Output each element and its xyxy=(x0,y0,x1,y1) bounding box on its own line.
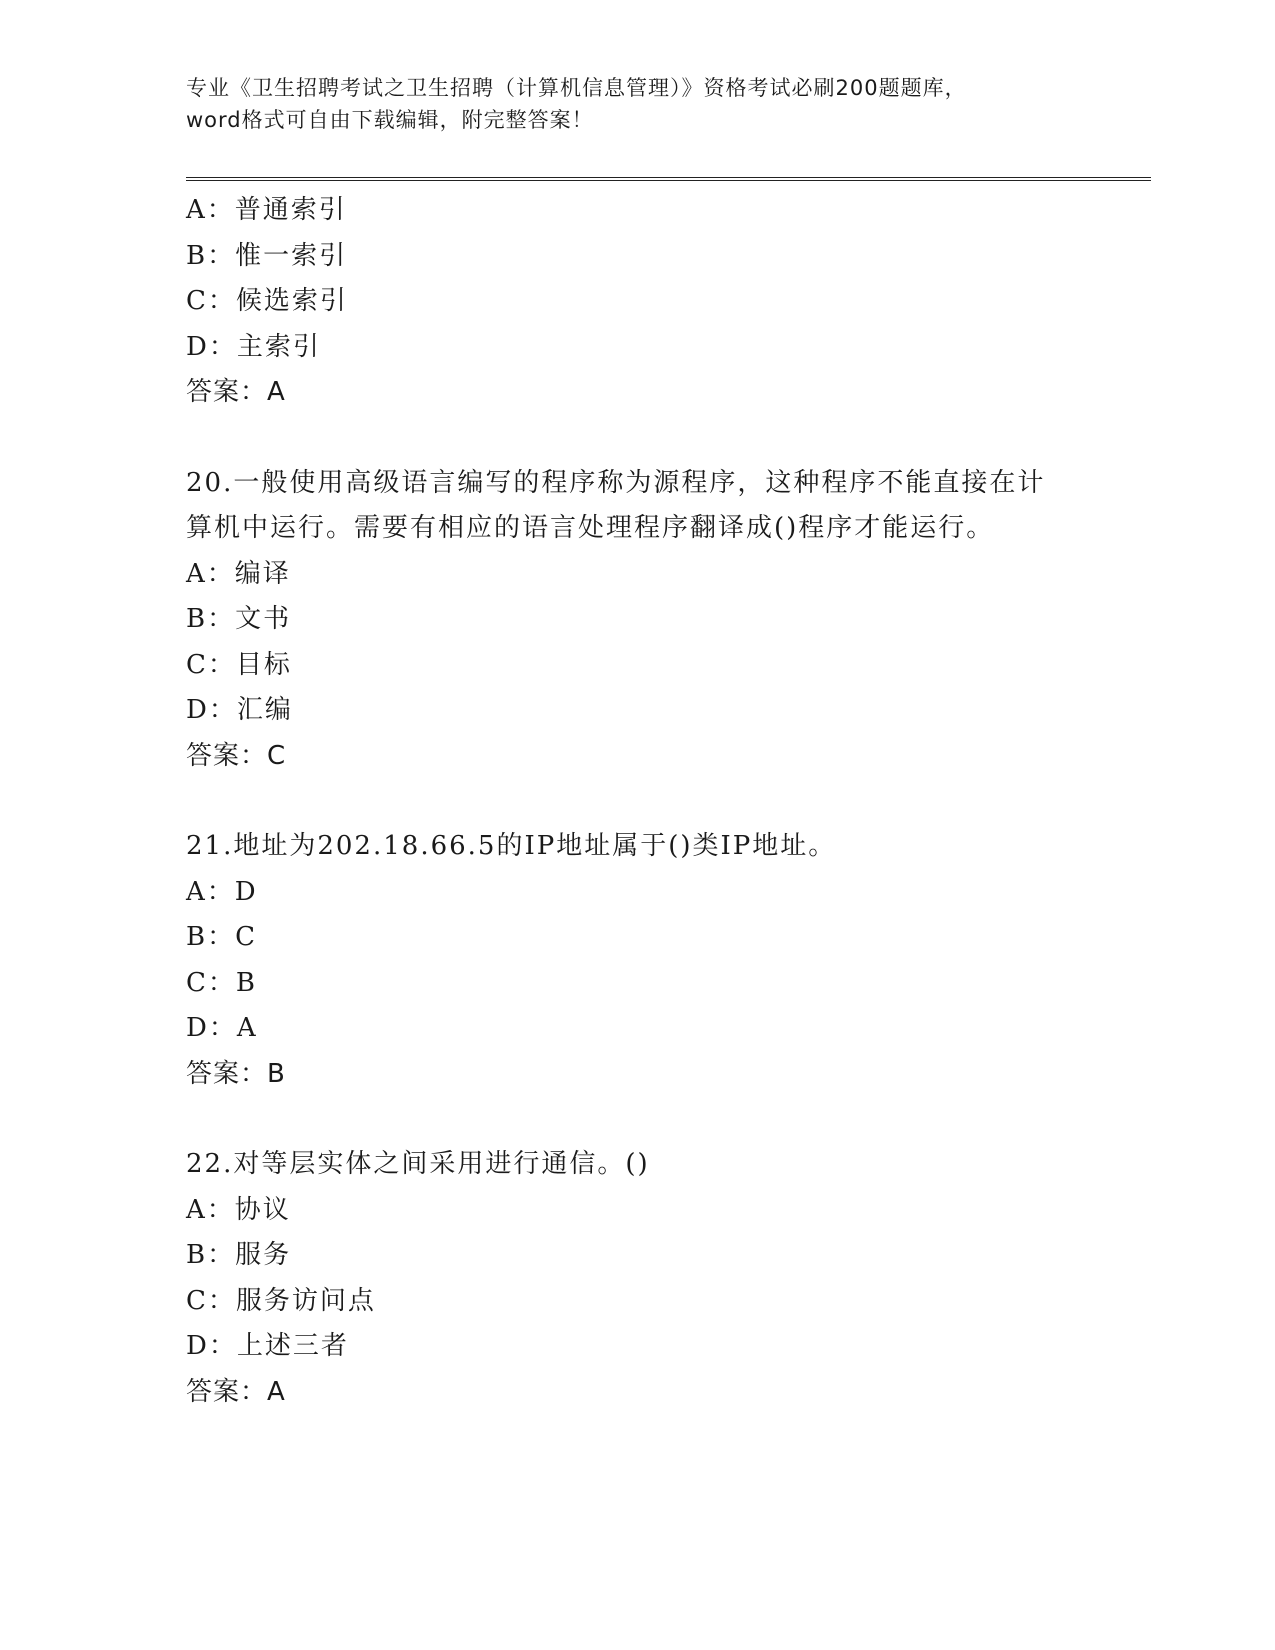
option-a: A：D xyxy=(186,876,258,907)
option-d: D：上述三者 xyxy=(186,1331,349,1361)
question-list xyxy=(186,188,1086,1415)
header-line-1: 专业《卫生招聘考试之卫生招聘（计算机信息管理）》资格考试必刷200题题库， xyxy=(186,76,967,100)
header-line-2: word格式可自由下载编辑，附完整答案！ xyxy=(186,108,594,132)
spacer xyxy=(186,1097,1086,1142)
question-stem: 21.地址为202.18.66.5的IP地址属于()类IP地址。 xyxy=(186,831,837,861)
option-a: A：编译 xyxy=(186,558,291,589)
option-d: D：汇编 xyxy=(186,695,293,725)
answer: 答案：A xyxy=(186,1376,286,1407)
answer: 答案：A xyxy=(186,377,286,407)
question-stem-line-2: 算机中运行。需要有相应的语言处理程序翻译成()程序才能运行。 xyxy=(186,513,995,543)
question-22 xyxy=(186,1142,1086,1415)
option-b: B：服务 xyxy=(186,1240,292,1270)
header-divider xyxy=(186,177,1151,181)
spacer xyxy=(186,416,1086,461)
option-a: A：协议 xyxy=(186,1194,291,1225)
option-c: C：目标 xyxy=(186,649,292,680)
option-c: C：B xyxy=(186,967,258,998)
option-b: B：文书 xyxy=(186,604,292,634)
option-c: C：服务访问点 xyxy=(186,1285,376,1316)
question-19 xyxy=(186,188,1086,416)
answer: 答案：C xyxy=(186,740,287,771)
option-a: A：普通索引 xyxy=(186,195,347,225)
option-d: D：主索引 xyxy=(186,331,321,362)
spacer xyxy=(186,779,1086,824)
option-b: B：惟一索引 xyxy=(186,240,348,271)
option-c: C：候选索引 xyxy=(186,286,348,316)
option-d: D：A xyxy=(186,1013,258,1043)
question-stem-line-1: 20.一般使用高级语言编写的程序称为源程序，这种程序不能直接在计 xyxy=(186,467,1046,498)
question-stem: 22.对等层实体之间采用进行通信。() xyxy=(186,1149,650,1179)
question-20 xyxy=(186,461,1086,780)
question-21 xyxy=(186,824,1086,1097)
option-b: B：C xyxy=(186,922,258,952)
page-header xyxy=(186,72,1086,136)
answer: 答案：B xyxy=(186,1058,286,1089)
